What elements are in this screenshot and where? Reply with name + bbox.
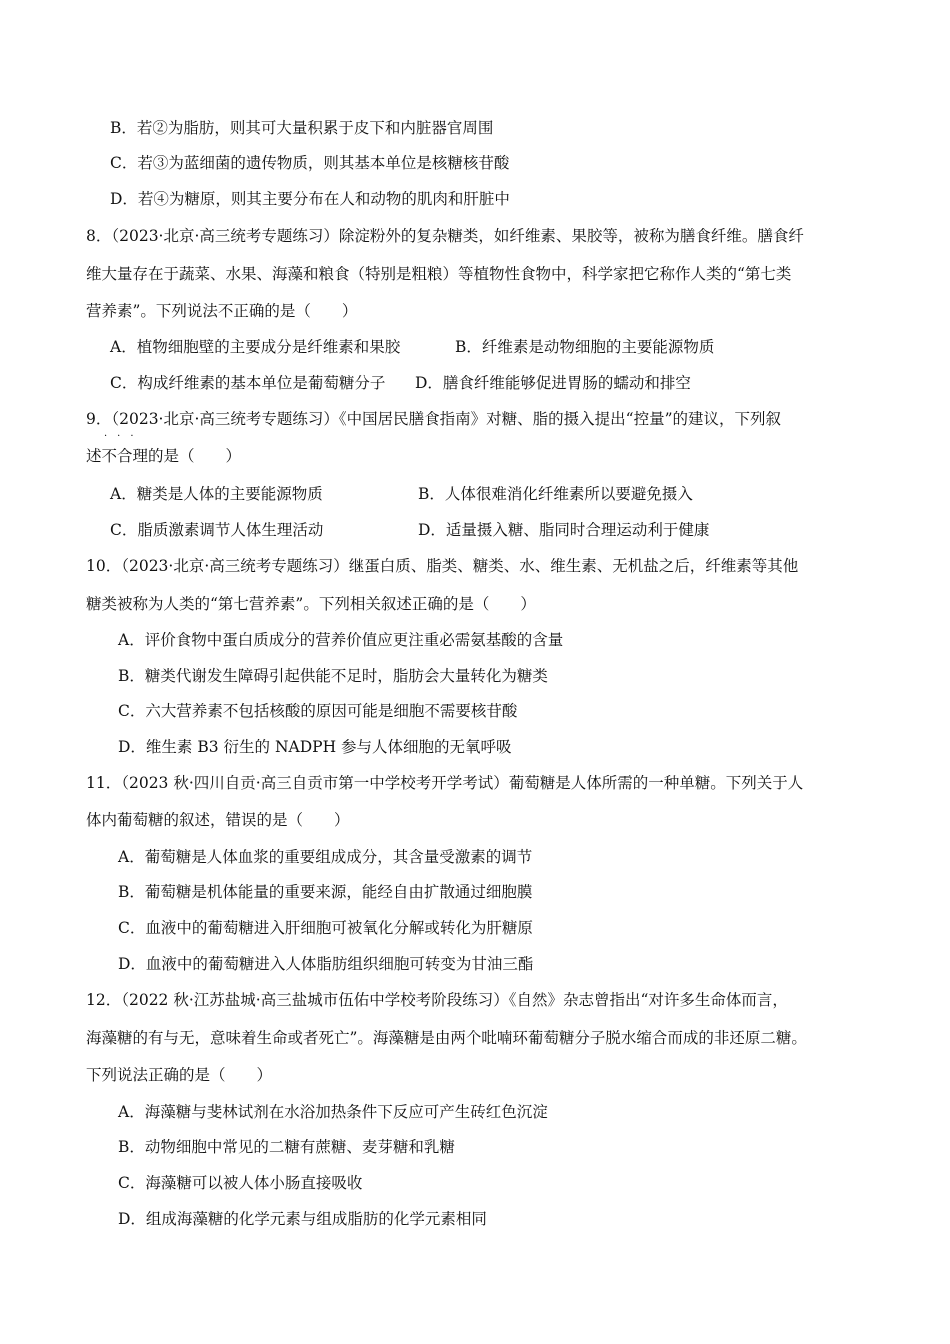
q8-stem-line-3: 营养素”。下列说法不正确的是（ ） (86, 302, 358, 320)
q10-stem-line-1: 10．（2023·北京·高三统考专题练习）继蛋白质、脂类、糖类、水、维生素、无机盐之后，纤维素等其他 (86, 557, 799, 575)
q9-option-c: C．脂质激素调节人体生理活动 (110, 521, 324, 539)
q11-option-d: D．血液中的葡萄糖进入人体脂肪组织细胞可转变为甘油三酯 (118, 955, 534, 973)
q12-stem-line-3: 下列说法正确的是（ ） (86, 1066, 273, 1084)
q10-option-a: A．评价食物中蛋白质成分的营养价值应更注重必需氨基酸的含量 (118, 631, 564, 649)
q11-option-a: A．葡萄糖是人体血浆的重要组成成分，其含量受激素的调节 (118, 848, 533, 866)
q10-option-b: B．糖类代谢发生障碍引起供能不足时，脂肪会大量转化为糖类 (118, 667, 548, 685)
q8-stem-line-1: 8．（2023·北京·高三统考专题练习）除淀粉外的复杂糖类，如纤维素、果胶等，被称为膳食纤维。膳食纤 (86, 227, 804, 245)
q8-option-a: A．植物细胞壁的主要成分是纤维素和果胶 (110, 338, 401, 356)
q7-option-d: D．若④为糖原，则其主要分布在人和动物的肌肉和肝脏中 (110, 190, 510, 208)
q9-option-a: A．糖类是人体的主要能源物质 (110, 485, 323, 503)
q11-option-c: C．血液中的葡萄糖进入肝细胞可被氧化分解或转化为肝糖原 (118, 919, 533, 937)
q10-stem-line-2: 糖类被称为人类的“第七营养素”。下列相关叙述正确的是（ ） (86, 595, 536, 613)
q7-option-c: C．若③为蓝细菌的遗传物质，则其基本单位是核糖核苷酸 (110, 154, 510, 172)
q9-option-b: B．人体很难消化纤维素所以要避免摄入 (418, 485, 693, 503)
q12-stem-line-1: 12．（2022 秋·江苏盐城·高三盐城市伍佑中学校考阶段练习）《自然》杂志曾指出“对许多生命体而言， (86, 991, 788, 1009)
q12-stem-line-2: 海藻糖的有与无，意味着生命或者死亡”。海藻糖是由两个吡喃环葡萄糖分子脱水缩合而成的非还原二糖。 (86, 1029, 807, 1047)
q10-option-c: C．六大营养素不包括核酸的原因可能是细胞不需要核苷酸 (118, 702, 518, 720)
q10-option-d: D．维生素 B3 衍生的 NADPH 参与人体细胞的无氧呼吸 (118, 738, 512, 756)
q12-option-c: C．海藻糖可以被人体小肠直接吸收 (118, 1174, 363, 1192)
q12-option-a: A．海藻糖与斐林试剂在水浴加热条件下反应可产生砖红色沉淀 (118, 1103, 548, 1121)
q11-stem-line-2: 体内葡萄糖的叙述，错误的是（ ） (86, 811, 350, 829)
q11-option-b: B．葡萄糖是机体能量的重要来源，能经自由扩散通过细胞膜 (118, 883, 533, 901)
q8-option-c: C．构成纤维素的基本单位是葡萄糖分子 (110, 374, 386, 392)
q7-option-b: B．若②为脂肪，则其可大量积累于皮下和内脏器官周围 (110, 119, 494, 137)
q9-option-d: D．适量摄入糖、脂同时合理运动利于健康 (418, 521, 710, 539)
q11-stem-line-1: 11．（2023 秋·四川自贡·高三自贡市第一中学校考开学考试）葡萄糖是人体所需的一种单糖。下列关于人 (86, 774, 804, 792)
q8-stem-line-2: 维大量存在于蔬菜、水果、海藻和粮食（特别是粗粮）等植物性食物中，科学家把它称作人类的“第七类 (86, 265, 792, 283)
emphasis-dots: ··· (104, 431, 144, 442)
q9-stem-line-2: 述不合理的是（ ） (86, 447, 242, 465)
q8-option-b: B．纤维素是动物细胞的主要能源物质 (455, 338, 715, 356)
q12-option-d: D．组成海藻糖的化学元素与组成脂肪的化学元素相同 (118, 1210, 487, 1228)
q8-option-d: D．膳食纤维能够促进胃肠的蠕动和排空 (415, 374, 691, 392)
q12-option-b: B．动物细胞中常见的二糖有蔗糖、麦芽糖和乳糖 (118, 1138, 455, 1156)
q9-stem-line-1: 9．（2023·北京·高三统考专题练习）《中国居民膳食指南》对糖、脂的摄入提出“控量”的建议，下列叙 (86, 410, 782, 428)
